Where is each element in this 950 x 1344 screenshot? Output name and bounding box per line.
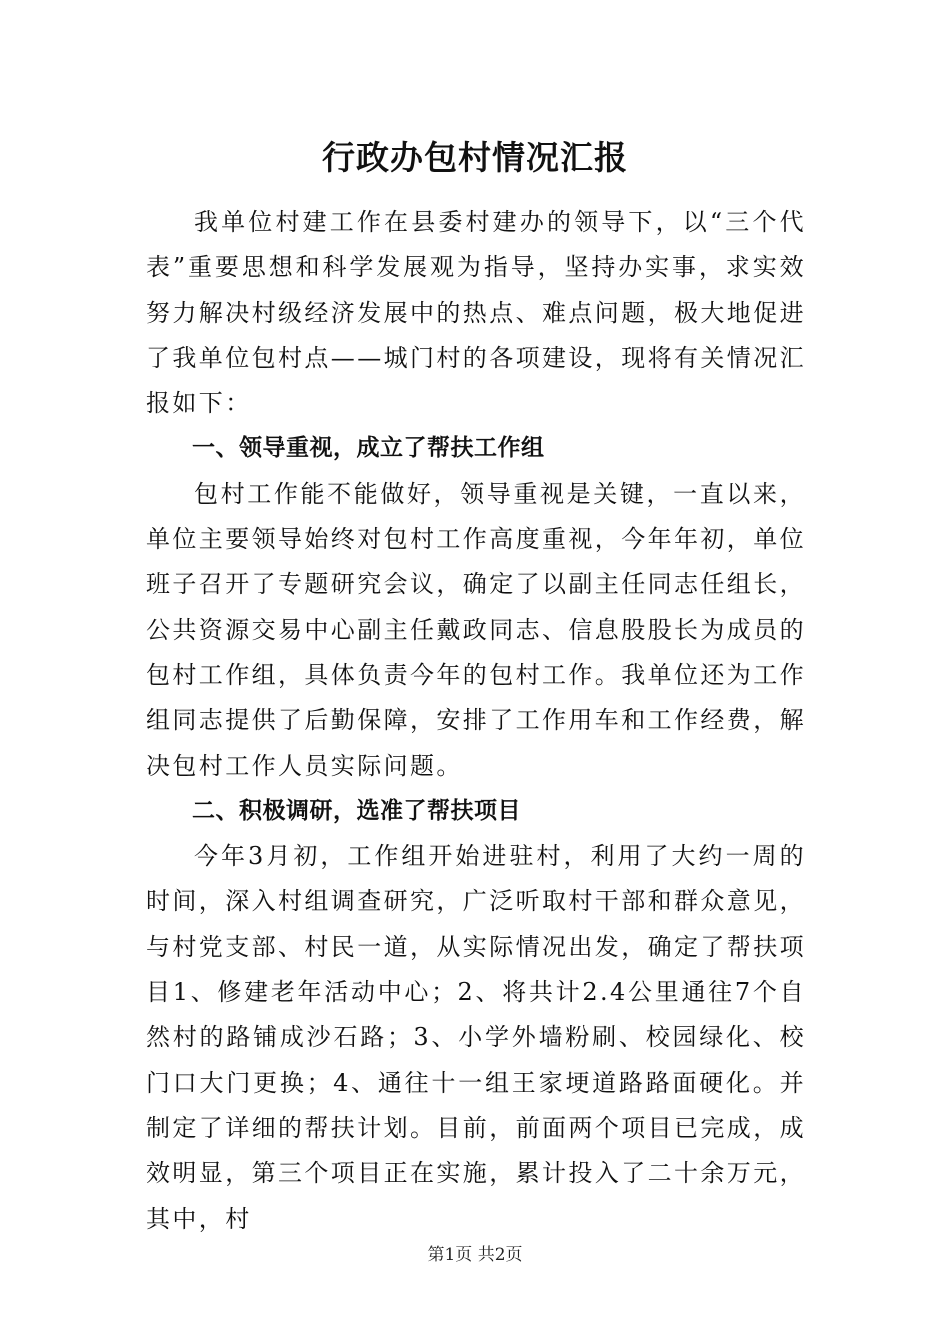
section-heading-2: 二、积极调研，选准了帮扶项目 [192,797,521,824]
document-title: 行政办包村情况汇报 [322,138,628,177]
section-2-paragraph: 今年3月初，工作组开始进驻村，利用了大约一周的时间，深入村组调查研究，广泛听取村干部和群众意见，与村党支部、村民一道，从实际情况出发，确定了帮扶项目1、修建老年活动中心；2、将共计2.4公里通往7个自然村的路铺成沙石路；3、小学外墙粉刷、校园绿化、校门口大门更换；4、通往十一组王家埂道路路面硬化。并制定了详细的帮扶计划。目前，前面两个项目已完成，成效明显，第三个项目正在实施，累计投入了二十余万元，其中，村 [146,842,806,1233]
page-number-footer: 第1页 共2页 [427,1245,523,1265]
section-heading-1: 一、领导重视，成立了帮扶工作组 [192,435,545,462]
section-1-paragraph: 包村工作能不能做好，领导重视是关键，一直以来，单位主要领导始终对包村工作高度重视，今年年初，单位班子召开了专题研究会议，确定了以副主任同志任组长，公共资源交易中心副主任戴政同志、信息股股长为成员的包村工作组，具体负责今年的包村工作。我单位还为工作组同志提供了后勤保障，安排了工作用车和工作经费，解决包村工作人员实际问题。 [146,479,806,780]
intro-paragraph: 我单位村建工作在县委村建办的领导下，以“三个代表”重要思想和科学发展观为指导，坚持办实事，求实效努力解决村级经济发展中的热点、难点问题，极大地促进了我单位包村点——城门村的各项建设，现将有关情况汇报如下： [146,208,806,418]
document-body [146,200,806,1242]
